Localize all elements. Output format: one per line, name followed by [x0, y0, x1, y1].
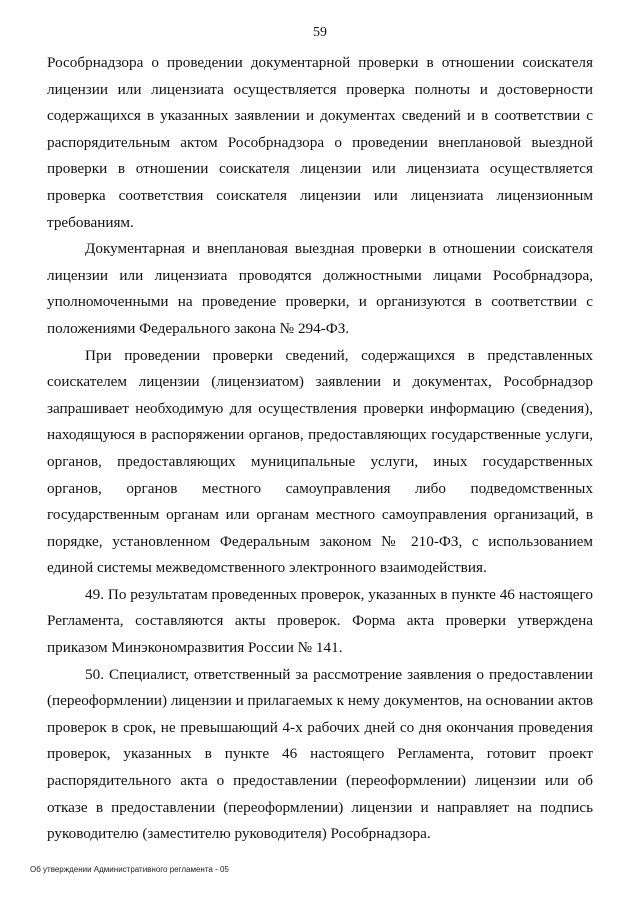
- paragraph-item-50: 50. Специалист, ответственный за рассмотрение заявления о предоставлении (переоформлении) лицензии и прилагаемых к нему документов, на основании актов проверок в срок, не превышающий 4-х рабочих дней со дня окончания проведения проверок, указанных в пункте 46 настоящего Регламента, готовит проект распорядительного акта о предоставлении (переоформлении) лицензии или об отказе в предоставлении (переоформлении) лицензии и направляет на подпись руководителю (заместителю руководителя) Рособрнадзора.: [47, 665, 593, 843]
- paragraph-inspection-conduct: Документарная и внеплановая выездная проверки в отношении соискателя лицензии или лицензиата проводятся должностными лицами Рособрнадзора, уполномоченными на проведение проверки, и организуются в соответствии с положениями Федерального закона № 294-ФЗ.: [47, 240, 593, 337]
- document-footer: Об утверждении Административного регламента - 05: [30, 865, 229, 874]
- page-number: 59: [313, 25, 327, 40]
- document-body: [47, 50, 593, 848]
- paragraph-information-request: При проведении проверки сведений, содержащихся в представленных соискателем лицензии (лицензиатом) заявлении и документах, Рособрнадзор запрашивает необходимую для осуществления проверки информацию (сведения), находящуюся в распоряжении органов, предоставляющих государственные услуги, органов, предоставляющих муниципальные услуги, иных государственных органов, органов местного самоуправления либо подведомственных государственным органам или органам местного самоуправления организаций, в порядке, установленном Федеральным законом № 210-ФЗ, с использованием единой системы межведомственного электронного взаимодействия.: [47, 346, 593, 577]
- paragraph-continuation: Рособрнадзора о проведении документарной проверки в отношении соискателя лицензии или лицензиата осуществляется проверка полноты и достоверности содержащихся в указанных заявлении и документах сведений и в соответствии с распорядительным актом Рособрнадзора о проведении внеплановой выездной проверки в отношении соискателя лицензии или лицензиата осуществляется проверка соответствия соискателя лицензии или лицензиата лицензионным требованиям.: [47, 54, 593, 231]
- paragraph-item-49: 49. По результатам проведенных проверок, указанных в пункте 46 настоящего Регламента, составляются акты проверок. Форма акта проверки утверждена приказом Минэкономразвития России № 141.: [47, 585, 593, 657]
